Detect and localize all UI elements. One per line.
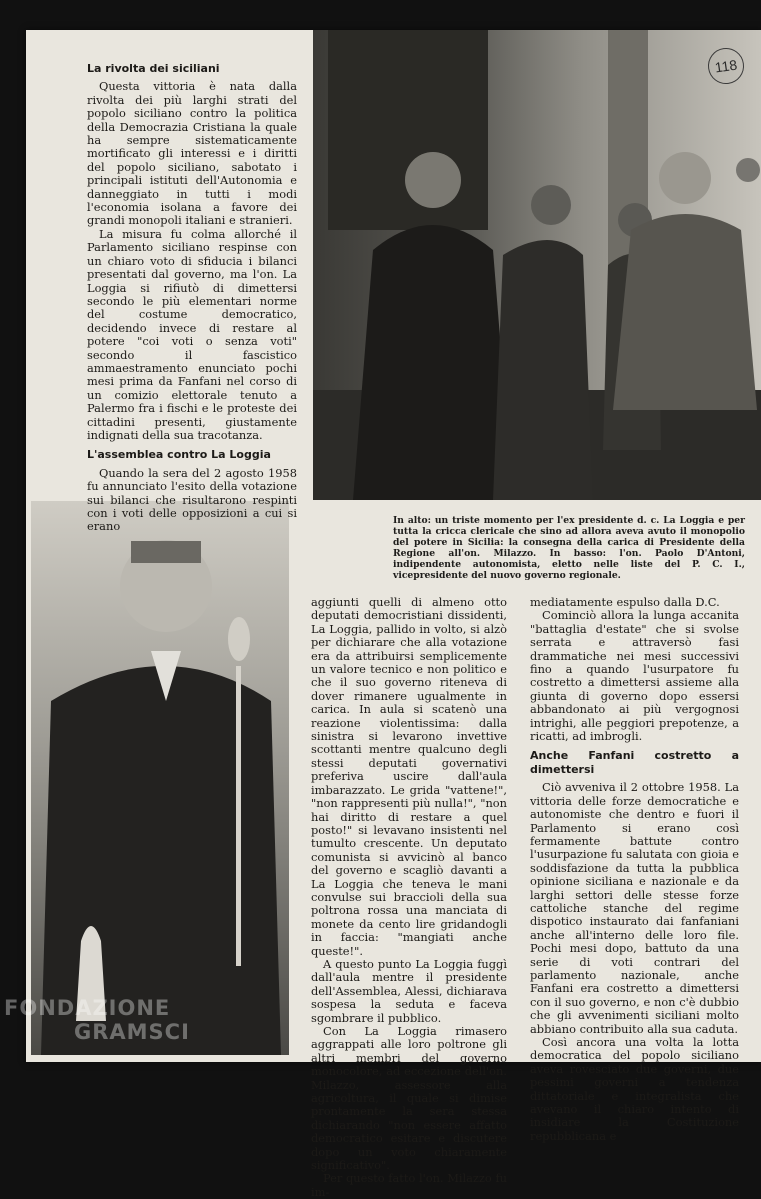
paragraph: Così ancora una volta la lotta democratica del popolo siciliano aveva rovesciato due governi, due pessimi governi a tendenza dittatoriale e integralista che avevano il chiaro intento di insidiare la Costituzione repubblicana e: [530, 1035, 739, 1143]
paragraph: Per questo fatto l'on. Milazzo fu im-: [311, 1171, 507, 1199]
microphone-stand: [236, 666, 241, 966]
paragraph: Cominciò allora la lunga accanita "battaglia d'estate" che si svolse serrata e attraversò fasi drammatiche nei mesi successivi fino a quando l'usurpatore fu costretto a dimettersi assieme alla giunta di governo dopo essersi abbandonato ai più vergognosi intrighi, alle peggiori prepotenze, a ricatti, ad imbrogli.: [530, 608, 739, 744]
photo-la-loggia-handover: [313, 30, 761, 500]
man-right-head: [659, 152, 711, 204]
photo-bottom-illustration: [31, 501, 289, 1055]
paragraph: Quando la sera del 2 agosto 1958 fu annunciato l'esito della votazione sui bilanci che risultarono respinti con i voti delle opposizioni a cui si erano: [87, 465, 297, 534]
man-left-body: [353, 225, 513, 500]
page-number: 118: [706, 46, 747, 87]
text-column-2: [311, 596, 507, 1199]
text-column-3: [530, 596, 739, 1143]
man-left-head: [405, 152, 461, 208]
section-heading: L'assemblea contro La Loggia: [87, 448, 271, 462]
photo-paolo-d-antoni: [31, 501, 289, 1055]
paragraph: Ciò avveniva il 2 ottobre 1958. La vittoria delle forze democratiche e autonomiste che dentro e fuori il Parlamento si erano così fermamente battute contro l'usurpazione fu salutata con gioia e soddisfazione da tutta la pubblica opinione siciliana e nazionale e da larghi settori delle stesse forze cattoliche stanche del regime dispotico instaurato dai fanfaniani anche all'interno delle loro file. Pochi mesi dopo, battuto da una serie di voti contrari del parlamento nazionale, anche Fanfani era costretto a dimettersi con il suo governo, e non c'è dubbio che gli avvenimenti siciliani molto abbiano contribuito alla sua caduta.: [530, 780, 739, 1036]
man-center-body: [493, 240, 593, 500]
paragraph: Con La Loggia rimasero aggrappati alle loro poltrone gli altri membri del governo monocolore, ad eccezione dell'on. Milazzo, assessore alla agricoltura, il quale si dimise prontamente la sera stessa dichiarando "non essere affatto democratico esitare e discutere dopo un voto chiaramente significativo".: [311, 1024, 507, 1173]
microphone: [228, 617, 250, 661]
paragraph: La misura fu colma allorché il Parlamento siciliano respinse con un chiaro voto di sfiducia i bilanci presentati dal governo, ma l'on. La Loggia si rifiutò di dimettersi secondo le più elementari norme del costume democratico, decidendo invece di restare al potere "coi voti o senza voti" secondo il fascistico ammaestramento enunciato pochi mesi prima da Fanfani nel corso di un comizio elettorale tenuto a Palermo fra i fischi e le proteste dei cittadini presenti, giustamente indignati della sua tracotanza.: [87, 226, 297, 442]
paragraph: aggiunti quelli di almeno otto deputati democristiani dissidenti, La Loggia, pallido in volto, si alzò per dichiarare che alla votazione era da attribuirsi semplicemente un valore tecnico e non politico e che il suo governo riteneva di dover rimanere ugualmente in carica. In aula si scatenò una reazione violentissima: dalla sinistra si levarono invettive scottanti mentre qualcuno degli stessi deputati governativi preferiva uscire dall'aula imbarazzato. Le grida "vattene!", "non rappresenti più nulla!", "non hai diritto di restare a quel posto!" si levavano insistenti nel tumulto crescente. Un deputato comunista si avvicinò al banco del governo e scagliò davanti a La Loggia che teneva le mani convulse sui braccioli della sua poltrona rossa una manciata di monete da cento lire gridandogli in faccia: "mangiati anche queste!".: [311, 595, 507, 958]
text-column-1: [87, 56, 297, 534]
section-heading: Anche Fanfani costretto a dimettersi: [530, 749, 739, 776]
wall-painting: [328, 30, 488, 230]
paragraph: A questo punto La Loggia fuggì dall'aula mentre il presidente dell'Assemblea, Alessi, dichiarava sospesa la seduta e faceva sgombrare il pubblico.: [311, 956, 507, 1025]
paragraph: mediatamente espulso dalla D.C.: [530, 595, 720, 609]
watermark-logo: [4, 996, 190, 1044]
watermark-line-1: FONDAZIONE: [4, 996, 171, 1020]
man-right-body: [613, 214, 757, 410]
speaker-hair: [131, 541, 201, 563]
section-heading: La rivolta dei siciliani: [87, 62, 220, 75]
man-edge-head: [736, 158, 760, 182]
photo-top-illustration: [313, 30, 761, 500]
paragraph: Questa vittoria è nata dalla rivolta dei più larghi strati del popolo siciliano contro la politica della Democrazia Cristiana la quale ha sempre sistematicamente mortificato gli interessi e i diritti del popolo siciliano, sabotato i principali istituti dell'Autonomia e danneggiato in tutti i modi l'economia isolana a favore dei grandi monopoli italiani e stranieri.: [87, 79, 297, 228]
watermark-line-2: GRAMSCI: [74, 1020, 190, 1044]
man-center-head: [531, 185, 571, 225]
photo-caption: In alto: un triste momento per l'ex presidente d. c. La Loggia e per tutta la cricca clericale che sino ad allora aveva avuto il monopolio del potere in Sicilia: la consegna della carica di Presidente della Regione all'on. Milazzo. In basso: l'on. Paolo D'Antoni, indipendente autonomista, eletto nelle liste del P. C. I., vicepresidente del nuovo governo regionale.: [393, 515, 745, 581]
